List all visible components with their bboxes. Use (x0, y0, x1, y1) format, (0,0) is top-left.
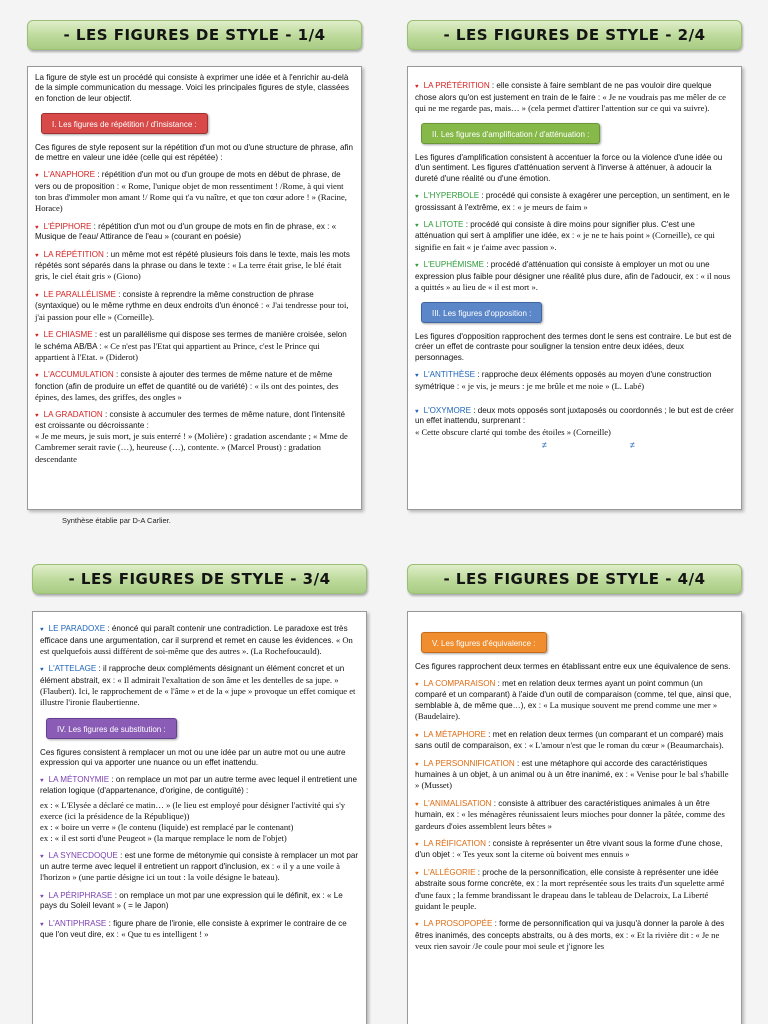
preterition-item (415, 81, 734, 114)
heart-bullet-icon: ♥ (40, 627, 44, 633)
heart-bullet-icon: ♥ (40, 893, 44, 900)
heart-bullet-icon: ♥ (415, 682, 419, 689)
preterition-term: LA PRÉTÉRITION (423, 81, 490, 90)
page2-title: - LES FIGURES DE STYLE - 2/4 (407, 20, 742, 50)
oxymore-term: L'OXYMORE (423, 405, 471, 415)
parallelisme-item (35, 290, 354, 323)
euphemisme-example: « il nous a quittés » au lieu de « il est mort ». (415, 270, 731, 292)
synecdoque-term: LA SYNECDOQUE (48, 850, 118, 860)
metonymie-item (40, 775, 359, 796)
epiphore-def: : répétition d'un mot ou d'un groupe de mots en fin de phrase, ex : « Musique de l'eau/ Attirance de l'eau » (courant en poésie) (35, 221, 337, 242)
metonymie-example-3: ex : « il est sorti d'une Peugeot » (la marque remplace le nom de l'objet) (40, 832, 287, 843)
parallelisme-def: : consiste à reprendre la même construction de phrase (syntaxique) ou le même rythme en deux endroits d'un énoncé : (35, 289, 314, 311)
attelage-def: : il rapproche deux compléments désignant un élément concret et un élément abstrait, ex : (40, 664, 345, 685)
metonymie-def: : on remplace un mot par un autre terme avec lequel il entretient une relation logique (d'appartenance, d'origine, de contiguïté) : (40, 775, 358, 795)
attelage-item (40, 664, 359, 708)
chiasme-def: : est un parallélisme qui dispose ses termes de manière croisée, selon le schéma AB/BA : (35, 329, 347, 351)
synecdoque-example: « il y a une voile à l'horizon » (une partie désigne ici un tout : la voile désigne le bateau). (40, 861, 340, 883)
personnification-example: « Venise pour le bal s'habille » (Musset) (415, 769, 729, 791)
anaphore-example: Rome, l'unique objet de mon ressentiment ! /Rome, à qui vient ton bras d'immoler mon amant !/ Rome qui t'a vu naître, et que ton cœur adore ! » (Racine, Horace) (35, 180, 347, 214)
antiphrase-term: L'ANTIPHRASE (48, 918, 107, 928)
paradoxe-example: « On est quelquefois aussi différent de soi-même que des autres ». (La Rochefoucauld). (40, 634, 353, 656)
oxymore-example: « Cette obscure clarté qui tombe des étoiles » (Corneille) (415, 426, 611, 437)
litote-example: « je ne te hais point » (Corneille), ce qui signifie en fait « je t'aime avec passion ». (415, 230, 715, 252)
metonymie-example-1: ex : « L'Elysée a déclaré ce matin… » (le lieu est employé pour désigner l'activité qui s'y exerce (ici la présidence de la République)) (40, 799, 346, 821)
antiphrase-def: : figure phare de l'ironie, elle consiste à exprimer le contraire de ce que l'on veut dire, ex : (40, 918, 347, 940)
gradation-def: : consiste à accumuler des termes de même nature, dont l'intensité est croissante ou décroissante : (35, 410, 346, 430)
not-equal-mark: ≠ (630, 440, 635, 450)
metaphore-def: : met en relation deux termes (un comparant et un comparé) mais sans outil de comparaison, ex : (415, 729, 724, 751)
euphemisme-term: L'EUPHÉMISME (423, 259, 485, 269)
attelage-example: « Il admirait l'exaltation de son âme et les dentelles de sa jupe. » (Flaubert). Ici, le rapprochement de « l'âme » et de la « jupe » provoque un effet comique et illustre l'ironie flaubertienne. (40, 674, 356, 708)
antithese-term: L'ANTITHÈSE (423, 369, 476, 379)
heart-bullet-icon: ♥ (35, 252, 39, 259)
hyperbole-item (415, 191, 734, 213)
section-repetition-badge: I. Les figures de répétition / d'insistance : (41, 113, 208, 134)
litote-def: : procédé qui consiste à dire moins pour signifier plus. C'est une atténuation qui sert à amplifier une idée, ex : (415, 219, 695, 241)
accumulation-example: « ils ont des pointes, des épines, des lames, des griffes, des ongles » (35, 380, 339, 402)
heart-bullet-icon: ♥ (415, 408, 419, 415)
periphrase-def: : on remplace un mot par une expression qui le définit, ex : « Le pays du Soleil levant » ( = le Japon) (40, 890, 343, 911)
amplification-intro: Les figures d'amplification consistent à accentuer la force ou la violence d'une idée ou d'un sentiment. Les figures d'atténuation servent à l'inverse à atténuer, à adoucir la dureté d'une réalité ou d'une émotion. (415, 153, 723, 183)
paradoxe-def: : énoncé qui paraît contenir une contradiction. Le paradoxe est très efficace dans une argumentation, car il surprend et remet en cause les évidences. (40, 624, 348, 645)
section-amplification-badge: II. Les figures d'amplification / d'atténuation : (421, 123, 600, 144)
heart-bullet-icon: ♥ (40, 778, 44, 785)
paradoxe-item (40, 624, 359, 657)
animalisation-item (415, 799, 734, 832)
antiphrase-item (40, 919, 359, 941)
comparaison-example: « La musique souvent me prend comme une mer » (Baudelaire). (415, 700, 718, 722)
hyperbole-term: L'HYPERBOLE (423, 190, 480, 200)
prosopopee-term: LA PROSOPOPÉE (423, 919, 493, 929)
prosopopee-item (415, 919, 734, 952)
accumulation-def: : consiste à ajouter des termes de même nature et de même fonction (afin de produire un effet de quantité ou de variété) : (35, 370, 333, 391)
heart-bullet-icon: ♥ (40, 921, 44, 928)
reification-example: « Tes yeux sont la citerne où boivent mes ennuis » (456, 849, 630, 860)
repetition-intro: Ces figures de style reposent sur la répétition d'un mot ou d'une structure de phrase, afin de mettre en valeur une idée (celle qui est répétée) : (35, 142, 354, 163)
page3-card (32, 611, 367, 1024)
gradation-example-1: « Je me meurs, je suis mort, je suis enterré ! » (Molière) : gradation ascendante ; (35, 431, 311, 442)
chiasme-item (35, 330, 354, 363)
heart-bullet-icon: ♥ (35, 224, 39, 231)
preterition-def: : elle consiste à faire semblant de ne pas vouloir dire quelque chose alors qu'on est justement en train de le faire : (415, 81, 712, 102)
repetition-item (35, 250, 354, 283)
personnification-term: LA PERSONNIFICATION (423, 758, 515, 768)
euphemisme-def: : procédé d'atténuation qui consiste à employer un mot ou une expression plus faible pour désigner une réalité plus dure, afin de l'adoucir, ex : (415, 259, 710, 281)
animalisation-example: « les ménagères réunissaient leurs mioches pour donner la pâtée, comme des gardeurs d'oies assemblent leurs bêtes » (415, 809, 725, 831)
synecdoque-def: : est une forme de métonymie qui consiste à remplacer un mot par un autre terme avec lequel il entretient un rapport d'inclusion, ex : (40, 850, 359, 872)
personnification-item (415, 759, 734, 792)
attelage-term: L'ATTELAGE (48, 664, 97, 674)
anaphore-item (35, 170, 354, 214)
oxymore-def: : deux mots opposés sont juxtaposés ou coordonnés ; le but est de créer un effet inattendu, surprenant : (415, 405, 734, 426)
hyperbole-example: « je meurs de faim » (517, 201, 588, 212)
gradation-item (35, 410, 354, 465)
heart-bullet-icon: ♥ (35, 332, 39, 339)
heart-bullet-icon: ♥ (415, 193, 419, 200)
reification-item (415, 839, 734, 861)
comparaison-term: LA COMPARAISON (423, 679, 496, 689)
anaphore-term: L'ANAPHORE (43, 170, 96, 180)
parallelisme-example: « J'ai tendresse pour toi, j'ai passion pour elle » (Corneille). (35, 300, 349, 322)
prosopopee-def: : forme de personnification qui va jusqu'à donner la parole à des êtres inanimés, des concepts abstraits, ou à des morts, ex : (415, 919, 725, 940)
page4-card (407, 611, 742, 1024)
heart-bullet-icon: ♥ (415, 84, 419, 90)
repetition-term: LA RÉPÉTITION (43, 249, 104, 259)
metonymie-term: LA MÉTONYMIE (48, 775, 110, 785)
heart-bullet-icon: ♥ (35, 373, 39, 380)
periphrase-term: LA PÉRIPHRASE (48, 890, 113, 900)
prosopopee-example: « Et la rivière dit : « Je ne veux rien savoir /Je coule pour moi seule et j'ignore les (415, 929, 720, 951)
reification-term: LA RÉIFICATION (423, 838, 486, 848)
credit-text: Synthèse établie par D-A Carlier. (62, 516, 171, 525)
metaphore-term: LA MÉTAPHORE (423, 729, 486, 739)
heart-bullet-icon: ♥ (415, 262, 419, 269)
allegorie-item (415, 868, 734, 912)
gradation-example-2: « Mme de Cambremer serait ravie (…), heureuse (…), contente. » (Marcel Proust) : gradation descendante (35, 431, 348, 464)
section-equivalence-badge: V. Les figures d'équivalence : (421, 632, 547, 653)
metaphore-example: « L'amour n'est que le roman du cœur » (Beaumarchais). (528, 740, 724, 751)
reification-def: : consiste à représenter un être vivant sous la forme d'une chose, d'un objet : (415, 838, 723, 860)
allegorie-def: : proche de la personnification, elle consiste à représenter une idée abstraite sous forme concrète, ex : (415, 867, 719, 889)
heart-bullet-icon: ♥ (35, 173, 39, 180)
metonymie-example-2: ex : « boire un verre » (le contenu (liquide) est remplacé par le contenant) (40, 821, 294, 832)
litote-item (415, 220, 734, 253)
periphrase-item (40, 891, 359, 912)
repetition-example: « La terre était grise, le blé était gris, le ciel était gris » (Giono) (35, 260, 342, 282)
heart-bullet-icon: ♥ (415, 222, 419, 229)
animalisation-def: : consiste à attribuer des caractéristiques animales à un être humain, ex : (415, 798, 710, 820)
heart-bullet-icon: ♥ (415, 841, 419, 848)
heart-bullet-icon: ♥ (40, 667, 44, 674)
litote-term: LA LITOTE (423, 219, 464, 229)
metaphore-item (415, 730, 734, 752)
heart-bullet-icon: ♥ (415, 732, 419, 739)
allegorie-term: L'ALLÉGORIE (423, 867, 476, 877)
antiphrase-example: « Que tu es intelligent ! » (121, 929, 209, 940)
epiphore-term: L'ÉPIPHORE (43, 221, 92, 231)
chiasme-example: « Ce n'est pas l'Etat qui appartient au Prince, c'est le Prince qui appartient à l'Etat. » (Diderot) (35, 340, 320, 362)
heart-bullet-icon: ♥ (415, 870, 419, 877)
heart-bullet-icon: ♥ (40, 853, 44, 860)
repetition-def: : un même mot est répété plusieurs fois dans le texte, mais les mots répétés sont séparés dans la phrase ou dans le texte : (35, 249, 350, 271)
intro-text: La figure de style est un procédé qui consiste à exprimer une idée et à l'enrichir au-delà de la simple communication du message. Voici les principales figures de style, classées en fonction de leur objectif. (35, 73, 350, 103)
preterition-example: « Je ne voudrais pas me mêler de ce qui ne me regarde pas, mais… » (cela permet d'attirer l'attention sur ce qui va suivre). (415, 91, 726, 113)
heart-bullet-icon: ♥ (415, 922, 419, 929)
equivalence-intro: Ces figures rapprochent deux termes en établissant entre eux une équivalence de sens. (415, 662, 731, 671)
page1-card (27, 66, 362, 510)
comparaison-def: : met en relation deux termes ayant un point commun (un comparé et un comparant) à l'aide d'un outil de comparaison (comme, tel que, ainsi que, semblable à, de même que…), ex : (415, 679, 732, 711)
antithese-example: « je vis, je meurs : je me brûle et me noie » (L. Labé) (461, 380, 645, 391)
oxymore-item (415, 406, 734, 438)
comparaison-item (415, 679, 734, 722)
antithese-def: : rapproche deux éléments opposés au moyen d'une construction symétrique : (415, 369, 712, 391)
accumulation-term: L'ACCUMULATION (43, 370, 114, 380)
synecdoque-item (40, 851, 359, 884)
heart-bullet-icon: ♥ (415, 372, 419, 379)
animalisation-term: L'ANIMALISATION (423, 798, 492, 808)
hyperbole-def: : procédé qui consiste à exagérer une perception, un sentiment, en le grossissant à l'extrême, ex : (415, 190, 730, 212)
accumulation-item (35, 370, 354, 403)
gradation-term: LA GRADATION (43, 410, 103, 420)
page3-title: - LES FIGURES DE STYLE - 3/4 (32, 564, 367, 594)
chiasme-term: LE CHIASME (43, 329, 93, 339)
anaphore-def: : répétition d'un mot ou d'un groupe de mots en début de phrase, de vers ou de proposition : « (35, 170, 341, 191)
parallelisme-term: LE PARALLÉLISME (43, 289, 116, 299)
epiphore-item (35, 222, 354, 243)
heart-bullet-icon: ♥ (35, 292, 39, 299)
allegorie-example: la mort représentée sous les traits d'un squelette armé d'une faux ; la femme brandissant le drapeau dans le tableau de Delacroix, La Liberté guidant le peuple. (415, 878, 725, 911)
heart-bullet-icon: ♥ (415, 761, 419, 768)
page1-title: - LES FIGURES DE STYLE - 1/4 (27, 20, 362, 50)
antithese-item (415, 370, 734, 392)
section-opposition-badge: III. Les figures d'opposition : (421, 302, 542, 323)
substitution-intro: Ces figures consistent à remplacer un mot ou une idée par un autre mot ou une autre expression qui va apporter une nuance ou un effet inattendu. (40, 747, 346, 767)
euphemisme-item (415, 260, 734, 293)
opposition-intro: Les figures d'opposition rapprochent des termes dont le sens est contraire. Le but est de créer un effet de contraste pour souligner la tension entre deux idées, deux personnages. (415, 332, 732, 362)
not-equal-mark: ≠ (542, 440, 547, 450)
paradoxe-term: LE PARADOXE (48, 624, 106, 633)
heart-bullet-icon: ♥ (35, 413, 39, 420)
page2-card (407, 66, 742, 510)
heart-bullet-icon: ♥ (415, 801, 419, 808)
personnification-def: : est une métaphore qui accorde des caractéristiques humaines à un objet, à un animal ou à un être inanimé, ex : (415, 758, 708, 780)
section-substitution-badge: IV. Les figures de substitution : (46, 718, 177, 739)
metonymie-examples (40, 800, 359, 844)
page4-title: - LES FIGURES DE STYLE - 4/4 (407, 564, 742, 594)
